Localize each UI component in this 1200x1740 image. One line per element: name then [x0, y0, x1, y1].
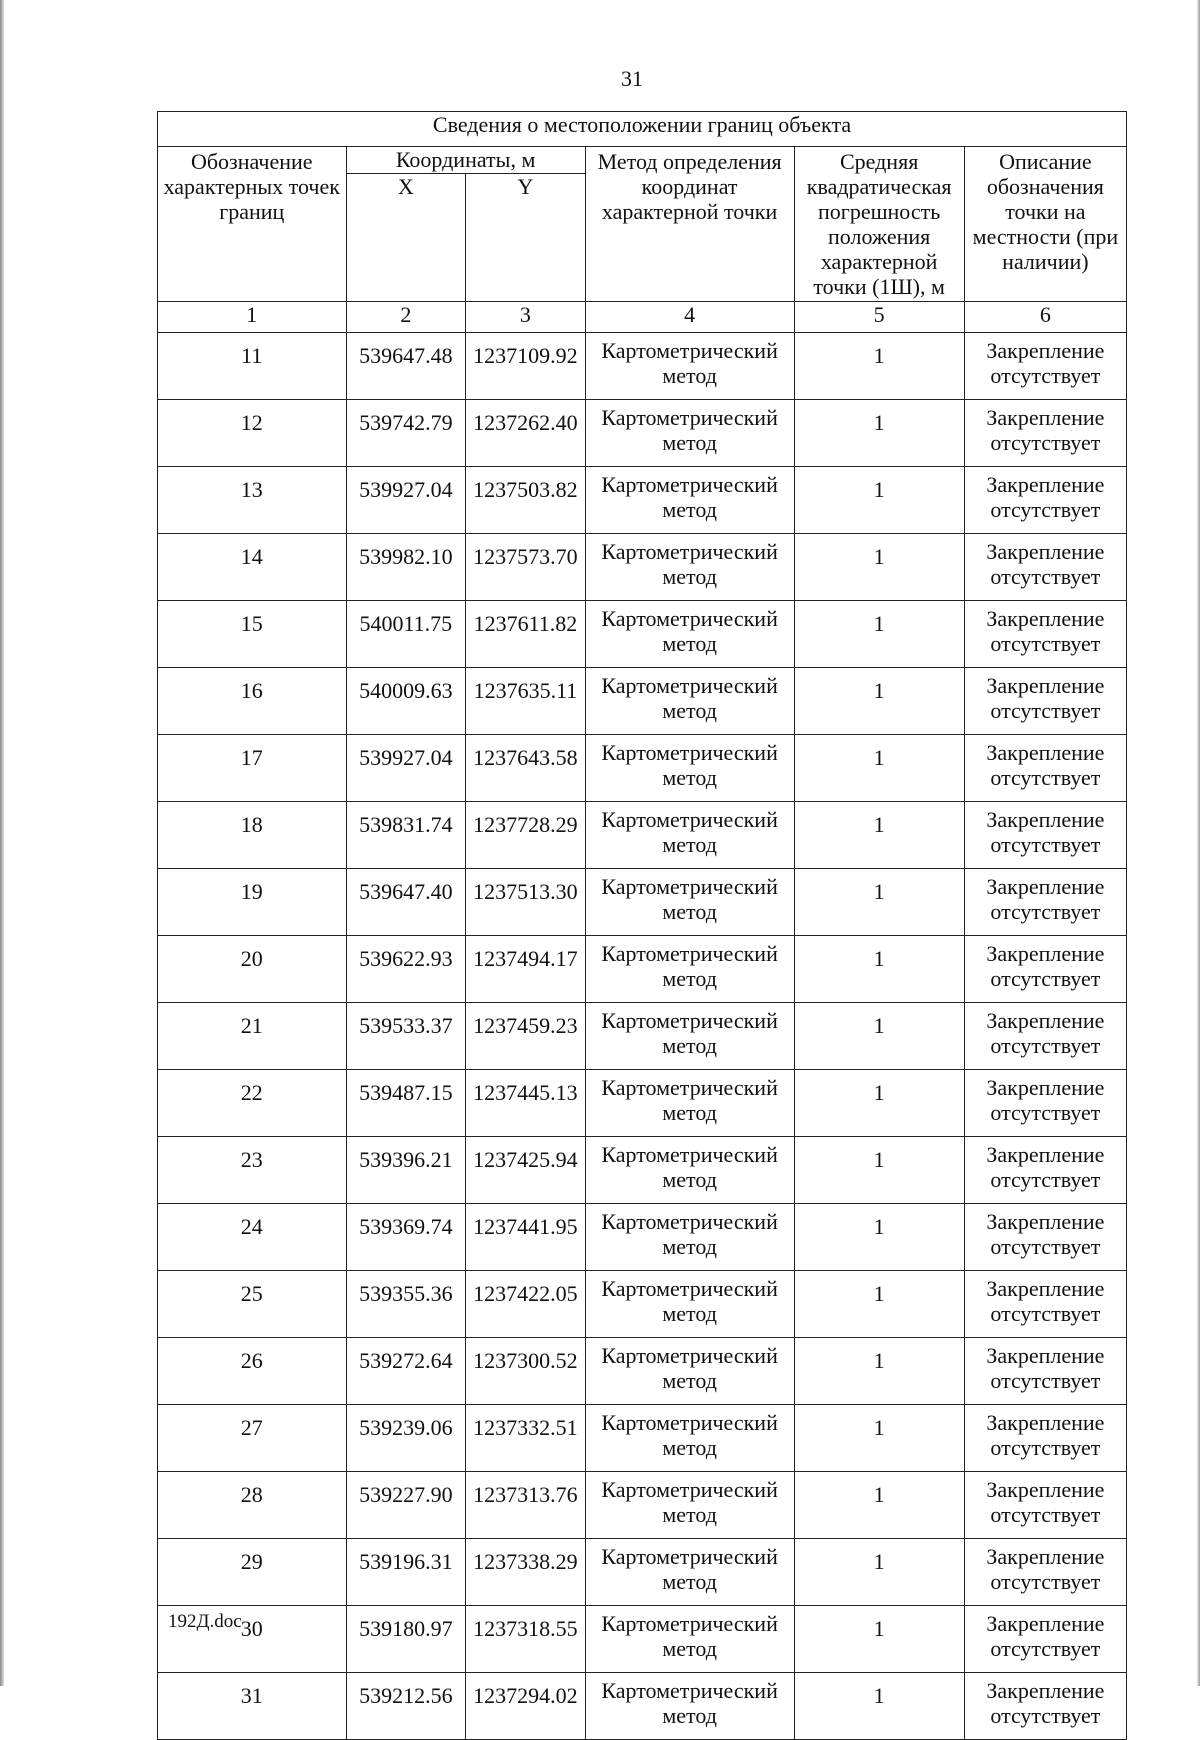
mean-error-cell: 1 — [794, 1405, 964, 1472]
method-cell: Картометрический метод — [585, 1472, 794, 1539]
y-coordinate-cell: 1237422.05 — [466, 1271, 586, 1338]
table-row — [158, 534, 1127, 601]
mean-error-cell: 1 — [794, 869, 964, 936]
table-row — [158, 400, 1127, 467]
description-cell: Закрепление отсутствует — [964, 1204, 1126, 1271]
header-coordinates: Координаты, м — [346, 147, 585, 174]
method-cell: Картометрический метод — [585, 1070, 794, 1137]
header-row-1 — [158, 147, 1127, 174]
x-coordinate-cell: 539369.74 — [346, 1204, 466, 1271]
mean-error-cell: 1 — [794, 534, 964, 601]
description-cell: Закрепление отсутствует — [964, 802, 1126, 869]
y-coordinate-cell: 1237294.02 — [466, 1673, 586, 1740]
description-cell: Закрепление отсутствует — [964, 1539, 1126, 1606]
method-cell: Картометрический метод — [585, 467, 794, 534]
column-number-row — [158, 302, 1127, 333]
table-row — [158, 802, 1127, 869]
x-coordinate-cell: 539355.36 — [346, 1271, 466, 1338]
y-coordinate-cell: 1237338.29 — [466, 1539, 586, 1606]
x-coordinate-cell: 539196.31 — [346, 1539, 466, 1606]
x-coordinate-cell: 539647.40 — [346, 869, 466, 936]
header-point-designation: Обозначение характерных точек границ — [158, 147, 347, 302]
method-cell: Картометрический метод — [585, 802, 794, 869]
footer-filename: 192Д.doc — [168, 1611, 242, 1632]
method-cell: Картометрический метод — [585, 1204, 794, 1271]
description-cell: Закрепление отсутствует — [964, 1673, 1126, 1740]
mean-error-cell: 1 — [794, 1204, 964, 1271]
column-number: 5 — [794, 302, 964, 333]
point-designation-cell: 25 — [158, 1271, 347, 1338]
x-coordinate-cell: 540011.75 — [346, 601, 466, 668]
point-designation-cell: 21 — [158, 1003, 347, 1070]
point-designation-cell: 30 — [158, 1606, 347, 1673]
point-designation-cell: 17 — [158, 735, 347, 802]
x-coordinate-cell: 539647.48 — [346, 333, 466, 400]
y-coordinate-cell: 1237441.95 — [466, 1204, 586, 1271]
method-cell: Картометрический метод — [585, 1539, 794, 1606]
table-title: Сведения о местоположении границ объекта — [158, 112, 1127, 147]
description-cell: Закрепление отсутствует — [964, 1070, 1126, 1137]
table-row — [158, 936, 1127, 1003]
method-cell: Картометрический метод — [585, 668, 794, 735]
y-coordinate-cell: 1237728.29 — [466, 802, 586, 869]
mean-error-cell: 1 — [794, 1673, 964, 1740]
mean-error-cell: 1 — [794, 1472, 964, 1539]
y-coordinate-cell: 1237513.30 — [466, 869, 586, 936]
point-designation-cell: 11 — [158, 333, 347, 400]
description-cell: Закрепление отсутствует — [964, 534, 1126, 601]
column-number: 4 — [585, 302, 794, 333]
table-row — [158, 1472, 1127, 1539]
y-coordinate-cell: 1237332.51 — [466, 1405, 586, 1472]
description-cell: Закрепление отсутствует — [964, 1137, 1126, 1204]
description-cell: Закрепление отсутствует — [964, 936, 1126, 1003]
scan-edge-left — [0, 0, 4, 1686]
y-coordinate-cell: 1237643.58 — [466, 735, 586, 802]
x-coordinate-cell: 539180.97 — [346, 1606, 466, 1673]
header-method: Метод определения координат характерной точки — [585, 147, 794, 302]
point-designation-cell: 18 — [158, 802, 347, 869]
x-coordinate-cell: 539927.04 — [346, 467, 466, 534]
description-cell: Закрепление отсутствует — [964, 1003, 1126, 1070]
table-row — [158, 1003, 1127, 1070]
description-cell: Закрепление отсутствует — [964, 735, 1126, 802]
method-cell: Картометрический метод — [585, 1405, 794, 1472]
x-coordinate-cell: 539622.93 — [346, 936, 466, 1003]
description-cell: Закрепление отсутствует — [964, 668, 1126, 735]
table-row — [158, 601, 1127, 668]
x-coordinate-cell: 539239.06 — [346, 1405, 466, 1472]
header-y: Y — [466, 174, 586, 302]
point-designation-cell: 27 — [158, 1405, 347, 1472]
mean-error-cell: 1 — [794, 1338, 964, 1405]
mean-error-cell: 1 — [794, 936, 964, 1003]
y-coordinate-cell: 1237445.13 — [466, 1070, 586, 1137]
description-cell: Закрепление отсутствует — [964, 1606, 1126, 1673]
y-coordinate-cell: 1237459.23 — [466, 1003, 586, 1070]
table-row — [158, 1539, 1127, 1606]
table-title-row — [158, 112, 1127, 147]
y-coordinate-cell: 1237573.70 — [466, 534, 586, 601]
mean-error-cell: 1 — [794, 400, 964, 467]
mean-error-cell: 1 — [794, 1539, 964, 1606]
point-designation-cell: 22 — [158, 1070, 347, 1137]
header-x: X — [346, 174, 466, 302]
point-designation-cell: 29 — [158, 1539, 347, 1606]
point-designation-cell: 13 — [158, 467, 347, 534]
description-cell: Закрепление отсутствует — [964, 400, 1126, 467]
boundary-coordinates-table — [157, 111, 1127, 1740]
table-row — [158, 735, 1127, 802]
method-cell: Картометрический метод — [585, 1338, 794, 1405]
x-coordinate-cell: 539533.37 — [346, 1003, 466, 1070]
mean-error-cell: 1 — [794, 802, 964, 869]
page-number-text: 31 — [621, 66, 643, 91]
point-designation-cell: 24 — [158, 1204, 347, 1271]
table-row — [158, 467, 1127, 534]
column-number: 1 — [158, 302, 347, 333]
point-designation-cell: 31 — [158, 1673, 347, 1740]
y-coordinate-cell: 1237494.17 — [466, 936, 586, 1003]
y-coordinate-cell: 1237425.94 — [466, 1137, 586, 1204]
method-cell: Картометрический метод — [585, 869, 794, 936]
x-coordinate-cell: 539227.90 — [346, 1472, 466, 1539]
method-cell: Картометрический метод — [585, 534, 794, 601]
method-cell: Картометрический метод — [585, 400, 794, 467]
description-cell: Закрепление отсутствует — [964, 869, 1126, 936]
table-row — [158, 1673, 1127, 1740]
x-coordinate-cell: 539831.74 — [346, 802, 466, 869]
header-mean-error: Средняя квадратическая погрешность положения характерной точки (1Ш), м — [794, 147, 964, 302]
method-cell: Картометрический метод — [585, 1606, 794, 1673]
method-cell: Картометрический метод — [585, 1003, 794, 1070]
x-coordinate-cell: 539487.15 — [346, 1070, 466, 1137]
page-number — [0, 66, 1200, 92]
method-cell: Картометрический метод — [585, 1271, 794, 1338]
y-coordinate-cell: 1237109.92 — [466, 333, 586, 400]
description-cell: Закрепление отсутствует — [964, 467, 1126, 534]
y-coordinate-cell: 1237313.76 — [466, 1472, 586, 1539]
table-row — [158, 1405, 1127, 1472]
column-number: 6 — [964, 302, 1126, 333]
table-row — [158, 1338, 1127, 1405]
mean-error-cell: 1 — [794, 1003, 964, 1070]
method-cell: Картометрический метод — [585, 735, 794, 802]
x-coordinate-cell: 539982.10 — [346, 534, 466, 601]
y-coordinate-cell: 1237611.82 — [466, 601, 586, 668]
y-coordinate-cell: 1237318.55 — [466, 1606, 586, 1673]
y-coordinate-cell: 1237503.82 — [466, 467, 586, 534]
method-cell: Картометрический метод — [585, 333, 794, 400]
mean-error-cell: 1 — [794, 1070, 964, 1137]
table-row — [158, 333, 1127, 400]
point-designation-cell: 26 — [158, 1338, 347, 1405]
point-designation-cell: 16 — [158, 668, 347, 735]
point-designation-cell: 15 — [158, 601, 347, 668]
table-row — [158, 1070, 1127, 1137]
table-row — [158, 1271, 1127, 1338]
header-description: Описание обозначения точки на местности (при наличии) — [964, 147, 1126, 302]
description-cell: Закрепление отсутствует — [964, 1271, 1126, 1338]
method-cell: Картометрический метод — [585, 936, 794, 1003]
x-coordinate-cell: 539742.79 — [346, 400, 466, 467]
method-cell: Картометрический метод — [585, 1137, 794, 1204]
mean-error-cell: 1 — [794, 1137, 964, 1204]
y-coordinate-cell: 1237262.40 — [466, 400, 586, 467]
description-cell: Закрепление отсутствует — [964, 333, 1126, 400]
mean-error-cell: 1 — [794, 333, 964, 400]
mean-error-cell: 1 — [794, 735, 964, 802]
x-coordinate-cell: 539396.21 — [346, 1137, 466, 1204]
method-cell: Картометрический метод — [585, 1673, 794, 1740]
column-number: 2 — [346, 302, 466, 333]
mean-error-cell: 1 — [794, 1271, 964, 1338]
mean-error-cell: 1 — [794, 467, 964, 534]
x-coordinate-cell: 539212.56 — [346, 1673, 466, 1740]
table-row — [158, 1137, 1127, 1204]
point-designation-cell: 12 — [158, 400, 347, 467]
point-designation-cell: 23 — [158, 1137, 347, 1204]
description-cell: Закрепление отсутствует — [964, 1338, 1126, 1405]
point-designation-cell: 28 — [158, 1472, 347, 1539]
table-row — [158, 1204, 1127, 1271]
mean-error-cell: 1 — [794, 1606, 964, 1673]
mean-error-cell: 1 — [794, 601, 964, 668]
point-designation-cell: 14 — [158, 534, 347, 601]
description-cell: Закрепление отсутствует — [964, 1405, 1126, 1472]
description-cell: Закрепление отсутствует — [964, 1472, 1126, 1539]
x-coordinate-cell: 539927.04 — [346, 735, 466, 802]
description-cell: Закрепление отсутствует — [964, 601, 1126, 668]
y-coordinate-cell: 1237635.11 — [466, 668, 586, 735]
x-coordinate-cell: 540009.63 — [346, 668, 466, 735]
table-row — [158, 869, 1127, 936]
column-number: 3 — [466, 302, 586, 333]
point-designation-cell: 20 — [158, 936, 347, 1003]
table-row — [158, 668, 1127, 735]
x-coordinate-cell: 539272.64 — [346, 1338, 466, 1405]
table-row — [158, 1606, 1127, 1673]
y-coordinate-cell: 1237300.52 — [466, 1338, 586, 1405]
point-designation-cell: 19 — [158, 869, 347, 936]
mean-error-cell: 1 — [794, 668, 964, 735]
method-cell: Картометрический метод — [585, 601, 794, 668]
